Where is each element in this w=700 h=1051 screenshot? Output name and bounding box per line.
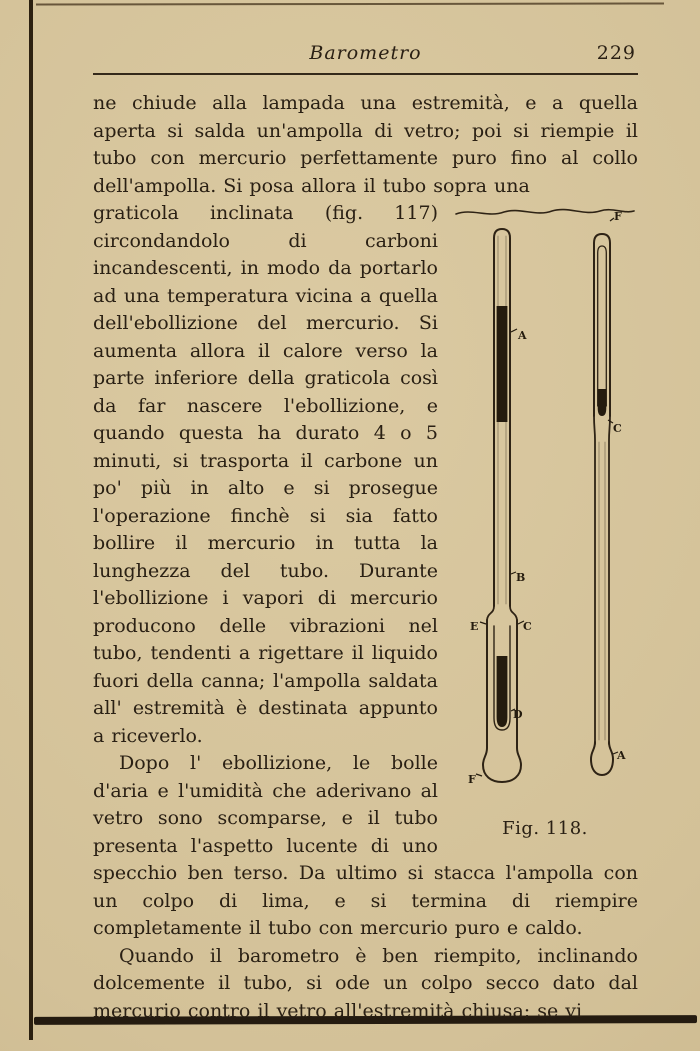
figure-label-c-right: C: [613, 422, 622, 435]
paragraph-1-full-width: ne chiude alla lampada una estremità, e a quella aperta si salda un'ampolla di vetro; poi si riempie il tubo con mercurio perfettamente puro fino al collo dell'ampolla. Si posa allora il tubo sopra una: [93, 92, 638, 197]
mercury-column-upper: [497, 306, 508, 422]
figure-label-c-left: C: [523, 620, 532, 633]
figure-caption: Fig. 118.: [502, 818, 588, 839]
paragraph-2: Dopo l' ebollizione, le bolle d'aria e l'umidità che aderivano al vetro sono scomparse, e il tubo presenta l'aspetto lucente di uno specchio ben terso. Da ultimo si stacca l'ampolla con un colpo di lima, e si termina di riempire completamente il tubo con mercurio puro e caldo.: [93, 752, 638, 939]
figure-118: [452, 206, 638, 839]
figure-label-b-left: B: [516, 571, 526, 584]
barometer-tubes-illustration: [452, 206, 638, 806]
mercury-column-lower: [497, 656, 508, 727]
right-ampoule-mercury-tip: [598, 389, 607, 416]
figure-label-a-left: A: [518, 329, 527, 342]
figure-label-f-right: F: [614, 210, 622, 223]
right-joint: [594, 416, 595, 744]
page-edge-top-line: [36, 2, 664, 5]
page-title: Barometro: [309, 42, 422, 64]
right-inner-ampoule-outline: [598, 246, 607, 406]
figure-label-f-left: F: [468, 773, 476, 786]
text-block: [93, 42, 638, 1025]
squiggle-line: [456, 210, 634, 214]
figure-label-a-right: A: [617, 749, 626, 762]
figure-label-d-left: D: [513, 708, 523, 721]
figure-label-e-left: E: [470, 620, 479, 633]
running-header: [93, 42, 638, 68]
paragraph-3: Quando il barometro è ben riempito, inclinando dolcemente il tubo, si ode un colpo secco dato dal mercurio contro il vetro all'estremità chiusa; se vi: [93, 944, 638, 1022]
right-upper-tube-outline: [594, 234, 610, 416]
right-bulb-outline: [591, 742, 613, 775]
header-rule: [93, 73, 638, 75]
page-edge-left-line: [29, 0, 33, 1040]
right-tube-drawing: [591, 234, 613, 775]
paragraph-1-continuation: graticola inclinata (fig. 117) circondandolo di carboni incandescenti, in modo da portarlo ad una temperatura vicina a quella dell'ebollizione del mercurio. Si aumenta allora il calore verso la parte inferiore della graticola così da far nascere l'ebollizione, e quando questa ha durato 4 o 5 minuti, si trasporta il carbone un po' più in alto e si prosegue l'operazione finchè si sia fatto bollire il mercurio in tutta la lunghezza del tubo. Durante l'ebollizione i vapori di mercurio producono delle vibrazioni nel tubo, tendenti a rigettare il liquido fuori della canna; l'ampolla saldata all' estremità è destinata appunto a riceverlo.: [93, 202, 438, 747]
page-number: 229: [596, 42, 636, 64]
left-joint: [487, 606, 494, 620]
